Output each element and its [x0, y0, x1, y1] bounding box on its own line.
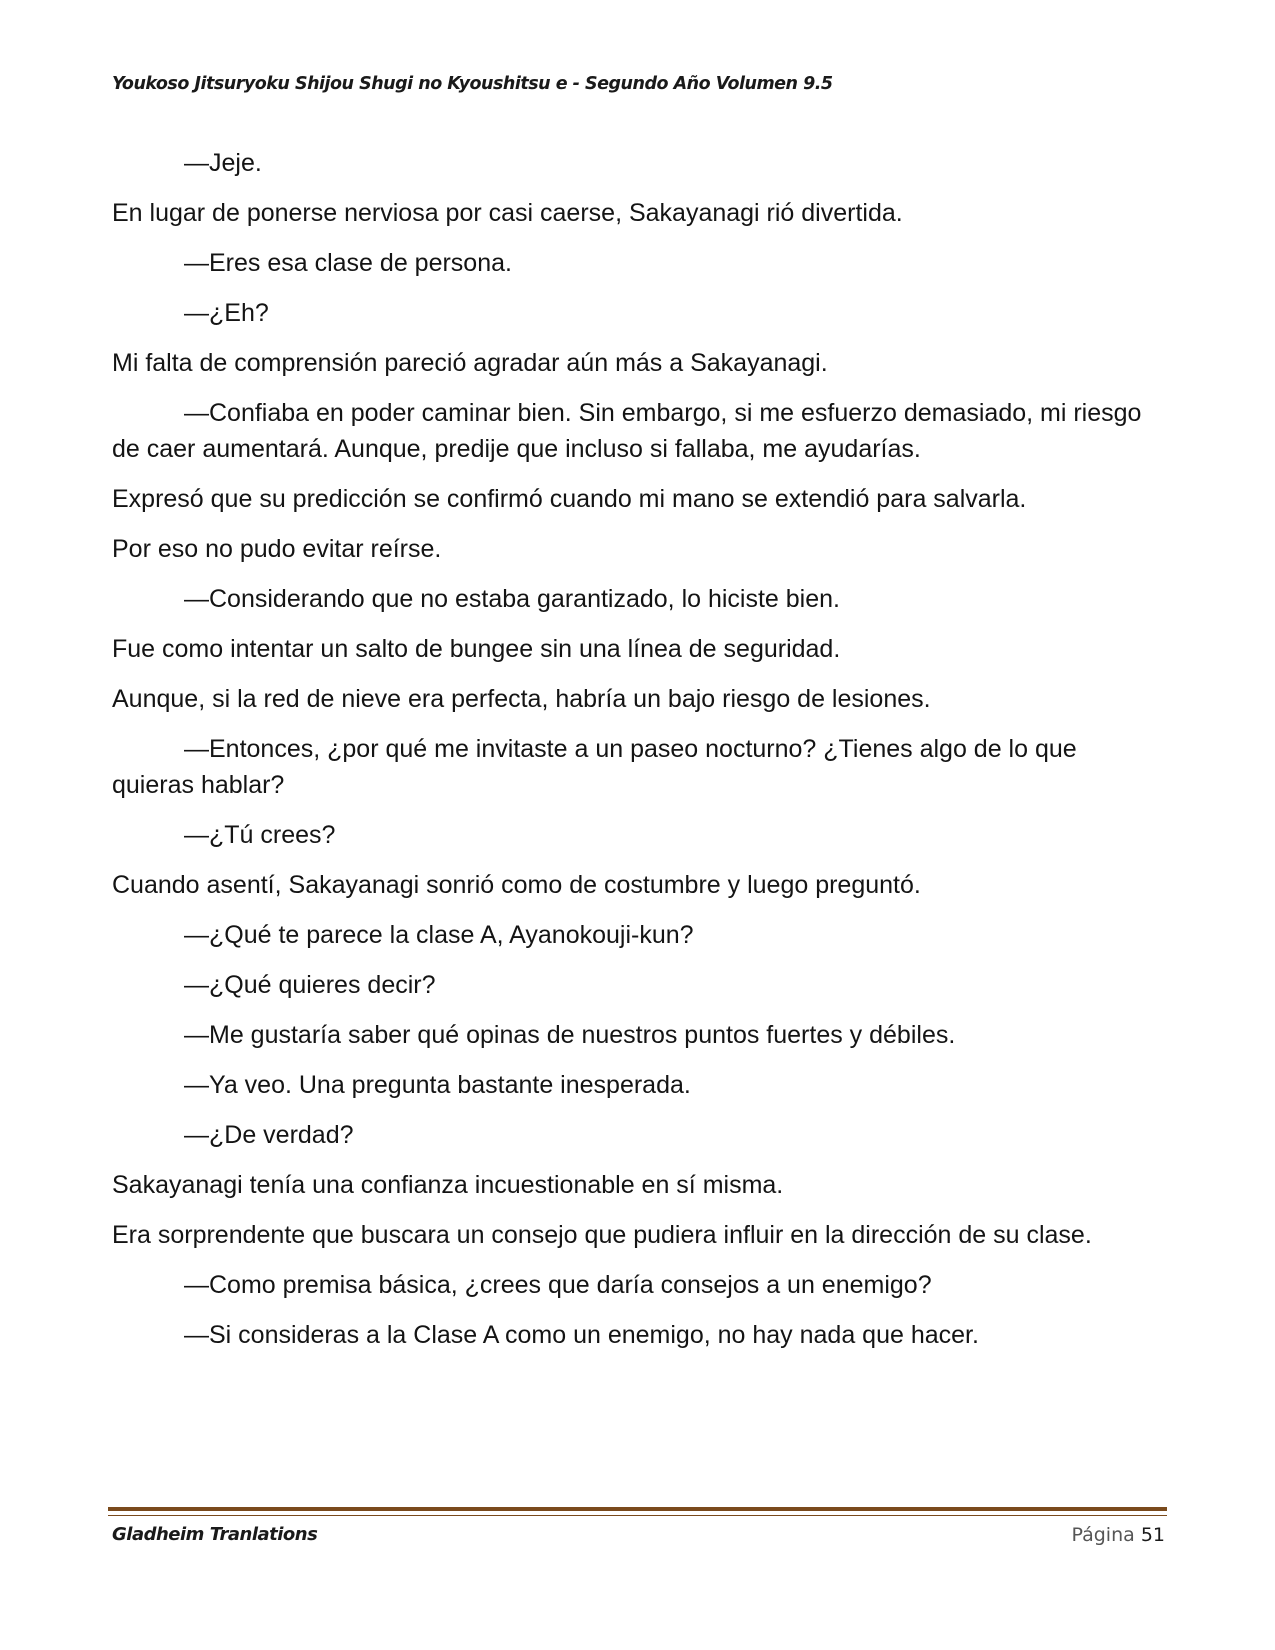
narration-paragraph: Sakayanagi tenía una confianza incuestionable en sí misma.	[112, 1171, 784, 1199]
footer-rule-thin	[108, 1515, 1167, 1516]
footer-rule-thick	[108, 1507, 1167, 1511]
page-label: Página	[1071, 1524, 1135, 1546]
narration-paragraph: Expresó que su predicción se confirmó cuando mi mano se extendió para salvarla.	[112, 485, 1027, 513]
narration-paragraph: En lugar de ponerse nerviosa por casi caerse, Sakayanagi rió divertida.	[112, 199, 903, 227]
narration-paragraph: Mi falta de comprensión pareció agradar aún más a Sakayanagi.	[112, 349, 828, 377]
dialog-paragraph: —Eres esa clase de persona.	[184, 249, 512, 277]
dialog-paragraph: —Ya veo. Una pregunta bastante inesperada.	[184, 1071, 691, 1099]
narration-paragraph: Por eso no pudo evitar reírse.	[112, 535, 442, 563]
footer-credit: Gladheim Tranlations	[112, 1524, 318, 1545]
dialog-paragraph: —Me gustaría saber qué opinas de nuestros puntos fuertes y débiles.	[184, 1021, 956, 1049]
dialog-paragraph: —Si consideras a la Clase A como un enemigo, no hay nada que hacer.	[184, 1321, 979, 1349]
page-number	[1071, 1524, 1165, 1546]
body-text	[112, 145, 1164, 1367]
dialog-paragraph: —Como premisa básica, ¿crees que daría consejos a un enemigo?	[184, 1271, 932, 1299]
page-number-value: 51	[1140, 1524, 1165, 1546]
narration-paragraph: Aunque, si la red de nieve era perfecta, habría un bajo riesgo de lesiones.	[112, 685, 931, 713]
narration-paragraph: Era sorprendente que buscara un consejo que pudiera influir en la dirección de su clase.	[112, 1221, 1092, 1249]
dialog-paragraph: —¿Tú crees?	[184, 821, 336, 849]
dialog-paragraph: —¿Qué quieres decir?	[184, 971, 436, 999]
dialog-paragraph: —Entonces, ¿por qué me invitaste a un paseo nocturno? ¿Tienes algo de lo que quieras hablar?	[112, 735, 1077, 799]
running-header: Youkoso Jitsuryoku Shijou Shugi no Kyoushitsu e - Segundo Año Volumen 9.5	[112, 74, 833, 94]
dialog-paragraph: —Considerando que no estaba garantizado, lo hiciste bien.	[184, 585, 840, 613]
dialog-paragraph: —¿Qué te parece la clase A, Ayanokouji-kun?	[184, 921, 694, 949]
narration-paragraph: Cuando asentí, Sakayanagi sonrió como de costumbre y luego preguntó.	[112, 871, 921, 899]
dialog-paragraph: —¿De verdad?	[184, 1121, 354, 1149]
narration-paragraph: Fue como intentar un salto de bungee sin una línea de seguridad.	[112, 635, 841, 663]
dialog-paragraph: —¿Eh?	[184, 299, 269, 327]
dialog-paragraph: —Jeje.	[184, 149, 262, 177]
dialog-paragraph: —Confiaba en poder caminar bien. Sin embargo, si me esfuerzo demasiado, mi riesgo de caer aumentará. Aunque, predije que incluso si fallaba, me ayudarías.	[112, 399, 1142, 463]
